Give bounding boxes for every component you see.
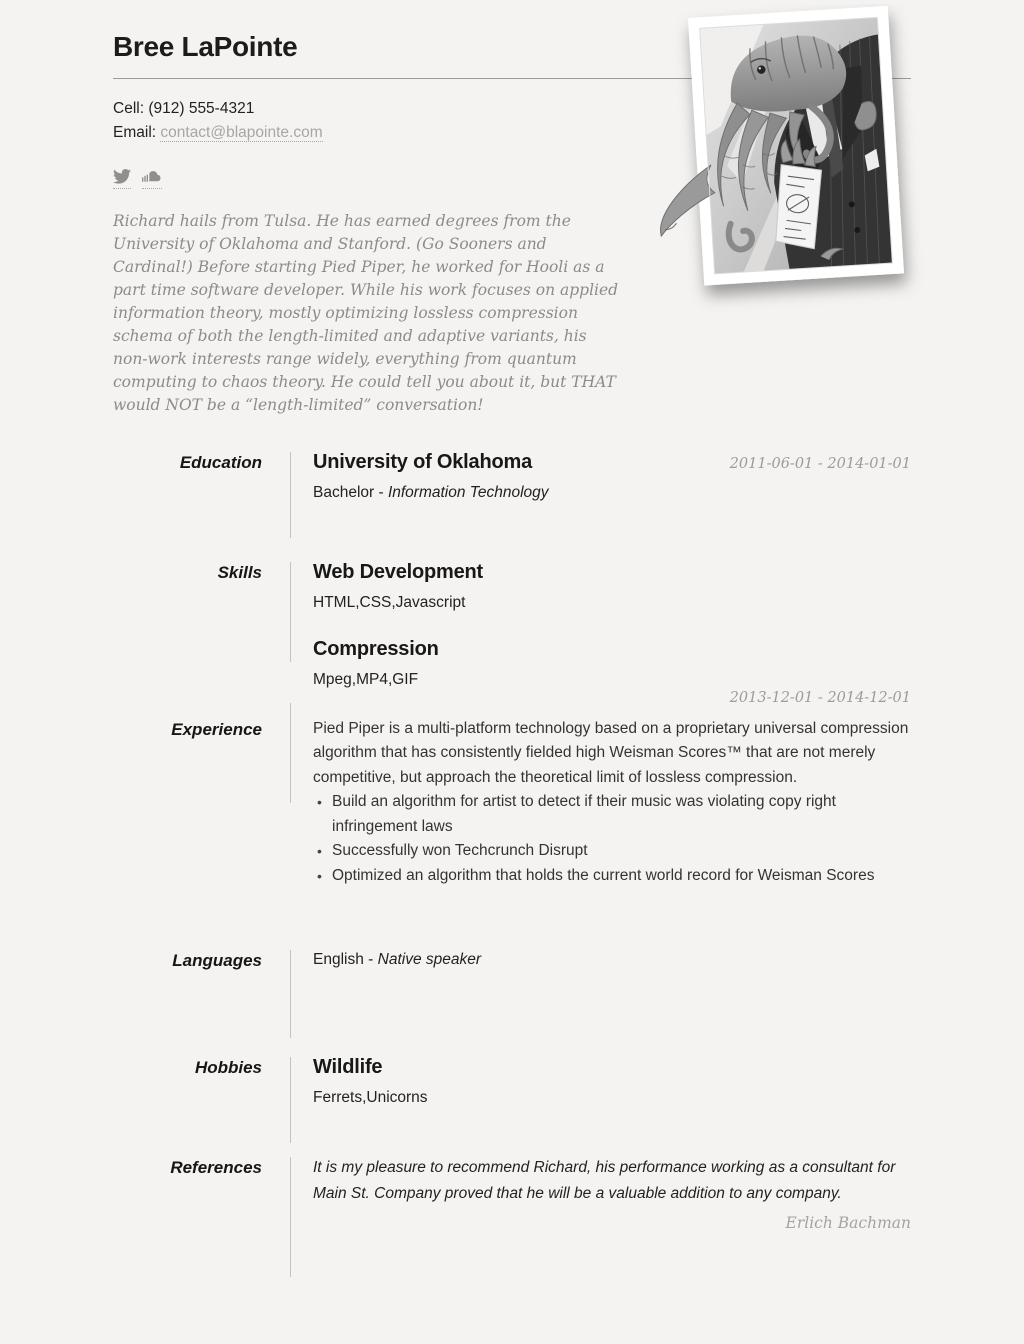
education-content	[313, 450, 911, 560]
email-label: Email:	[113, 123, 157, 141]
section-rule	[262, 1155, 313, 1275]
skills-label: Skills	[217, 562, 262, 582]
section-languages	[113, 948, 911, 1055]
soundcloud-link[interactable]	[142, 169, 162, 189]
degree-prefix: Bachelor -	[313, 483, 388, 501]
language-entry	[313, 949, 911, 971]
experience-content	[313, 691, 911, 948]
skill-entry	[313, 637, 911, 691]
header-divider	[113, 78, 911, 79]
references-label: References	[170, 1157, 262, 1177]
hobby-title: Wildlife	[313, 1055, 383, 1078]
highlight-item: • Optimized an algorithm that holds the current world record for Weisman Scores	[313, 864, 911, 889]
cell-row	[113, 97, 911, 121]
section-rule	[262, 691, 313, 948]
reference-quote: It is my pleasure to recommend Richard, his performance working as a consultant for Main St. Company proved that he will be a valuable addition to any company.	[313, 1158, 896, 1202]
experience-label: Experience	[171, 719, 262, 739]
twitter-link[interactable]	[113, 169, 131, 189]
experience-highlights	[313, 790, 911, 888]
cell-label: Cell:	[113, 99, 145, 117]
section-rule	[262, 1055, 313, 1155]
languages-label: Languages	[172, 950, 262, 970]
skill-keywords: HTML,CSS,Javascript	[313, 593, 466, 611]
page-title: Bree LaPointe	[113, 31, 298, 62]
degree-field: Information Technology	[387, 483, 549, 501]
twitter-icon	[113, 169, 131, 184]
soundcloud-icon	[142, 169, 162, 184]
reference-name: Erlich Bachman	[785, 1213, 911, 1232]
section-references	[113, 1155, 911, 1275]
education-date: 2011-06-01 - 2014-01-01	[729, 455, 911, 472]
language-fluency: Native speaker	[377, 950, 482, 968]
experience-summary: Pied Piper is a multi-platform technology based on a proprietary universal compression algorithm that has consistently fielded high Weisman Scores™ that are not merely competitive, but approach the theoretical limit of lossless compression.	[313, 719, 909, 786]
skills-content	[313, 560, 911, 691]
section-education	[113, 450, 911, 560]
education-label: Education	[179, 452, 262, 472]
hobbies-label: Hobbies	[194, 1057, 262, 1077]
section-hobbies	[113, 1055, 911, 1155]
section-skills	[113, 560, 911, 691]
highlight-item: • Successfully won Techcrunch Disrupt	[313, 839, 911, 864]
email-link[interactable]: contact@blapointe.com	[160, 123, 323, 141]
email-row	[113, 121, 911, 145]
education-degree	[313, 482, 911, 504]
summary-paragraph: Richard hails from Tulsa. He has earned degrees from the University of Oklahoma and Stanford. (Go Sooners and Cardinal!) Before starting Pied Piper, he worked for Hooli as a part time software developer. While his work focuses on applied information theory, mostly optimizing lossless compression schema of both the length-limited and adaptive variants, his non-work interests range widely, everything from quantum computing to chaos theory. He could tell you about it, but THAT would NOT be a “length-limited” conversation!	[113, 211, 619, 414]
social-links	[113, 169, 911, 189]
section-rule	[262, 450, 313, 560]
highlight-item: • Build an algorithm for artist to detect if their music was violating copy right infringement laws	[313, 790, 911, 839]
skill-keywords: Mpeg,MP4,GIF	[313, 670, 419, 688]
section-rule	[262, 948, 313, 1055]
education-school: University of Oklahoma	[313, 450, 532, 473]
languages-content	[313, 948, 911, 1055]
skill-entry	[313, 560, 911, 614]
cell-number: (912) 555-4321	[148, 99, 255, 117]
contact-block	[113, 97, 911, 145]
language-name: English -	[313, 950, 378, 968]
header	[113, 0, 911, 189]
hobbies-content	[313, 1055, 911, 1155]
references-content	[313, 1155, 911, 1275]
skill-title: Compression	[313, 637, 439, 660]
section-rule	[262, 560, 313, 691]
hobby-keywords: Ferrets,Unicorns	[313, 1088, 428, 1106]
section-experience	[113, 691, 911, 948]
experience-date: 2013-12-01 - 2014-12-01	[729, 689, 911, 706]
skill-title: Web Development	[313, 560, 483, 583]
resume-sections	[113, 450, 911, 1275]
